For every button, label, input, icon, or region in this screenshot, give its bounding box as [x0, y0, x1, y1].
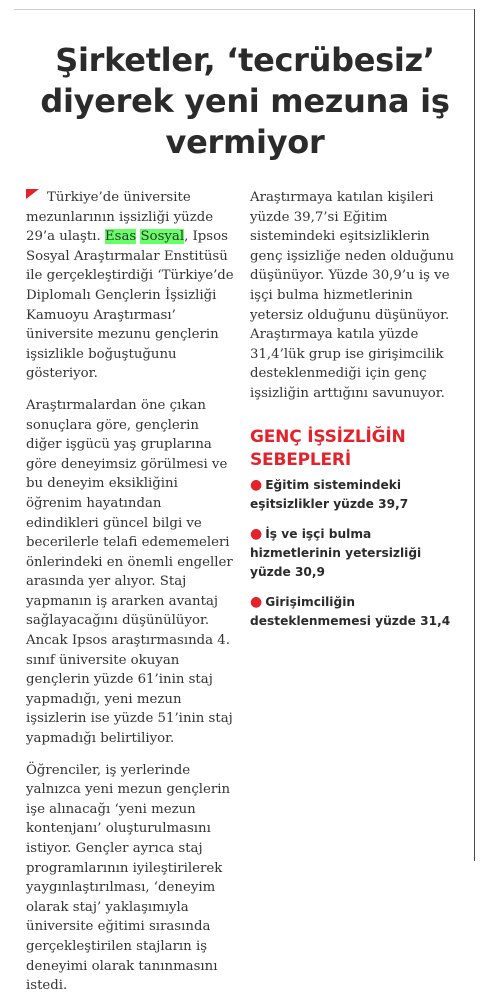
paragraph-2: Araştırmalardan öne çıkan sonuçlara göre, gençlerin diğer işgücü yaş gruplarına göre deneyimsiz görülmesi ve bu deneyim eksikliğini öğrenim hayatından edindikleri güncel bilgi ve becerilerle telafi edememeleri önlerindeki en önemli engeller arasında yer alıyor. Staj yapmanın iş ararken avantaj sağlayacağını düşünülüyor. Ancak Ipsos araştırmasında 4. sınıf üniversite okuyan gençlerin yüzde 61’inin staj yapmadığı, yeni mezun işsizlerin ise yüzde 51’inin staj yapmadığı belirtiliyor.	[26, 397, 233, 747]
bullet-item	[250, 476, 462, 514]
bullet-dot-icon: ●	[250, 476, 263, 493]
bullet-text: Eğitim sistemindeki eşitsizlikler yüzde 39,7	[250, 477, 409, 511]
top-border	[14, 9, 475, 10]
lead-paragraph	[26, 188, 238, 384]
red-corner-marker-icon	[26, 189, 39, 199]
paragraph-4: Araştırmaya katılan kişileri yüzde 39,7’si Eğitim sistemindeki eşitsizliklerin genç işsizliğe neden olduğunu düşünüyor. Yüzde 30,9’u iş ve işçi bulma hizmetlerinin yetersiz olduğunu düşünüyor. Araştırmaya katıla yüzde 31,4’lük grup ise girişimcilik desteklenmediği için genç işsizliğin arttığını savunuyor.	[250, 190, 455, 401]
lead-text-start: Türkiye’de üniversite mezunlarının işsizliği yüzde 29’a ulaştı.	[26, 190, 214, 245]
paragraph-3: Öğrenciler, iş yerlerinde yalnızca yeni mezun gençlerin işe alınacağı ‘yeni mezun kontenjanı’ oluşturulmasını istiyor. Gençler ayrıca staj programlarının iyileştirilerek yaygınlaştırılması, ‘deneyim olarak staj’ yaklaşımıyla üniversite eğitimi sırasında gerçekleştirilen stajların iş deneyimi olarak tanınmasını istedi.	[26, 762, 231, 994]
bullet-text: İş ve işçi bulma hizmetlerinin yetersizliği yüzde 30,9	[250, 526, 422, 579]
bullet-dot-icon: ●	[250, 593, 263, 610]
right-border	[474, 9, 475, 861]
left-column	[26, 188, 238, 1008]
sidebar-title: GENÇ İŞSİZLİĞİN SEBEPLERİ	[250, 426, 406, 470]
headline: Şirketler, ‘tecrübesiz’ diyerek yeni mezuna iş vermiyor	[40, 41, 450, 161]
highlight-esas: Esas	[104, 229, 137, 245]
bullet-item	[250, 593, 462, 631]
bullet-item	[250, 525, 462, 582]
highlight-sosyal: Sosyal	[140, 229, 185, 245]
bullet-text: Girişimciliğin desteklenmemesi yüzde 31,4	[250, 594, 451, 628]
right-column	[250, 188, 462, 642]
lead-text-end: , Ipsos Sosyal Araştırmalar Enstitüsü ile gerçekleştirdiği ‘Türkiye’de Diplomalı Gençlerin İşsizliği Kamuoyu Araştırması’ üniversite mezunu gençlerin işsizlikle boğuştuğunu gösteriyor.	[26, 229, 234, 382]
bullet-dot-icon: ●	[250, 525, 263, 542]
